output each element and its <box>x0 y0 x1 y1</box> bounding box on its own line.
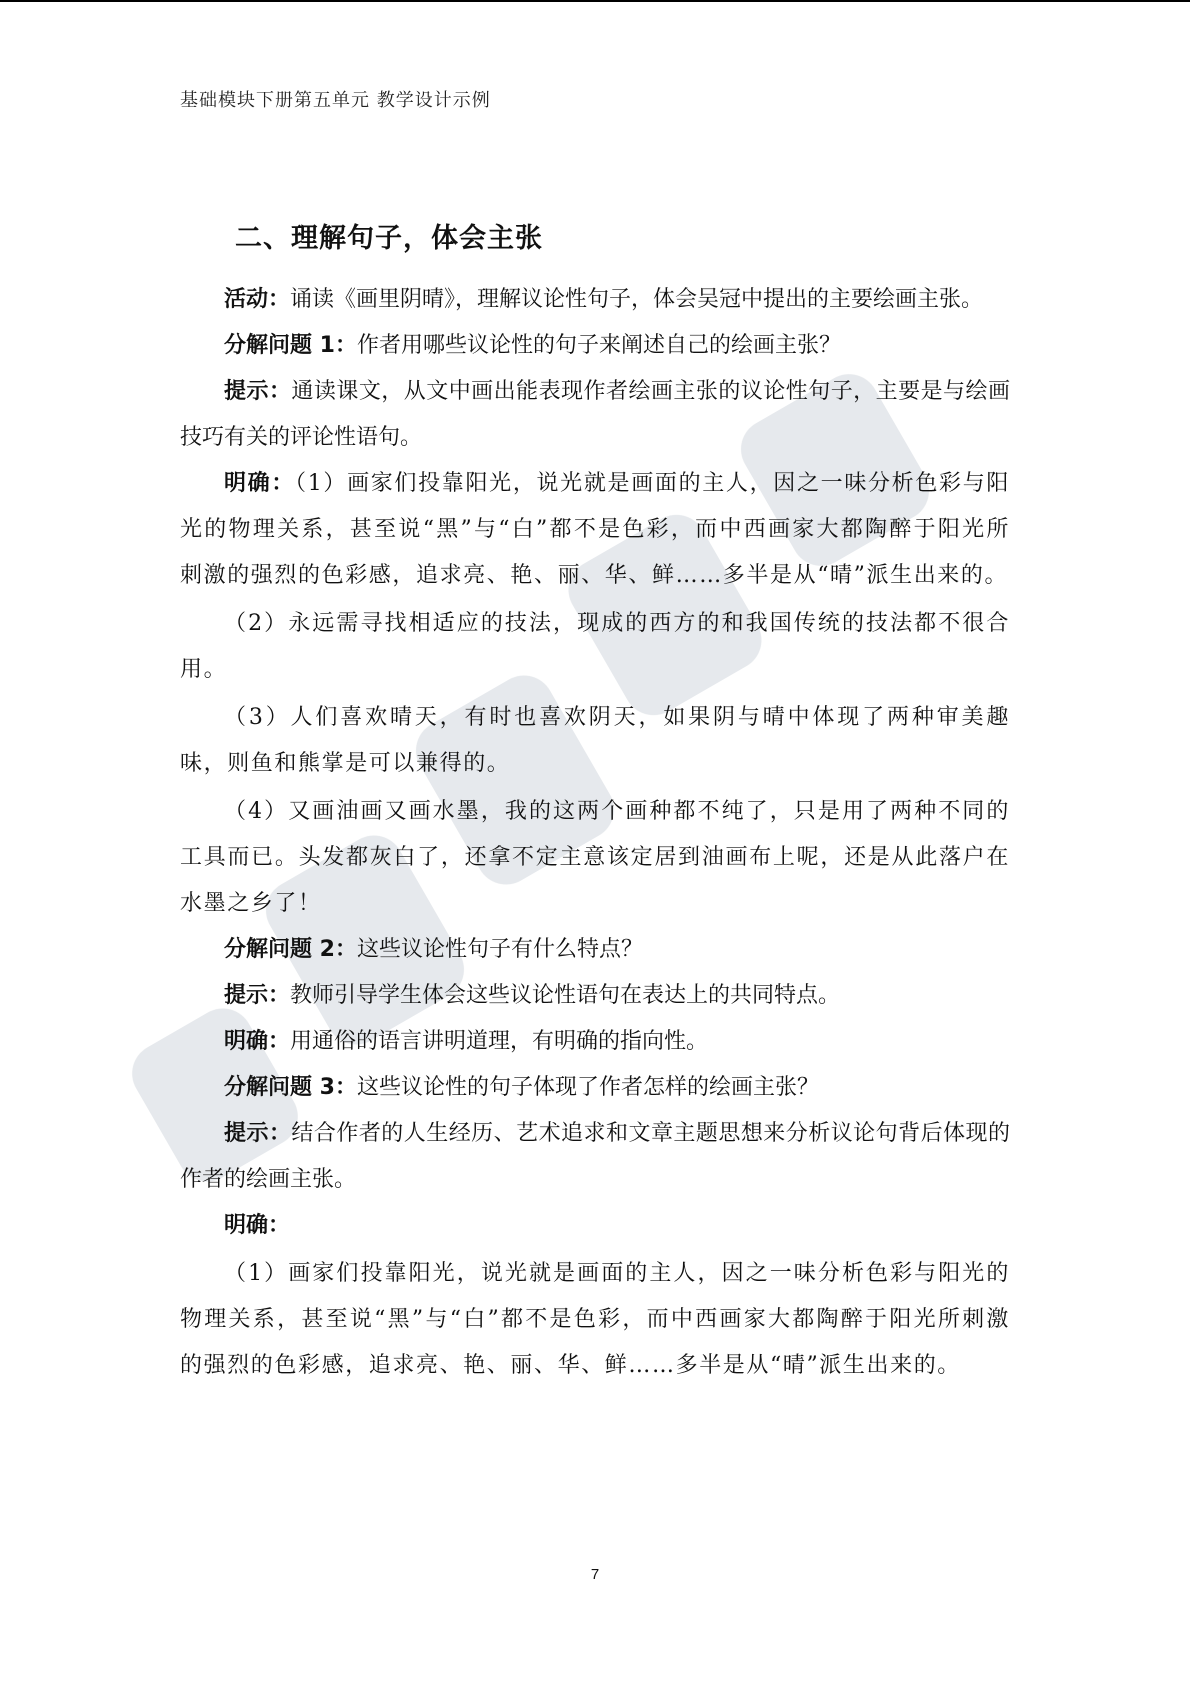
q1-hint-text: 通读课文，从文中画出能表现作者绘画主张的议论性句子，主要是与绘画技巧有关的评论性语句。 <box>180 379 1010 450</box>
q2-question <box>180 927 1010 973</box>
section-title: 二、理解句子，体会主张 <box>235 223 543 254</box>
q3-answer-item: （1）画家们投靠阳光，说光就是画面的主人，因之一味分析色彩与阳光的物理关系，甚至说“黑”与“白”都不是色彩，而中西画家大都陶醉于阳光所刺激的强烈的色彩感，追求亮、艳、丽、华、鲜……多半是从“晴”派生出来的。 <box>180 1261 1010 1378</box>
q2-answer <box>180 1019 1010 1065</box>
q1-answer-label: 明确： <box>224 471 296 496</box>
q3-text: 这些议论性的句子体现了作者怎样的绘画主张？ <box>356 1075 819 1100</box>
q2-answer-label: 明确： <box>224 1029 291 1054</box>
q1-label: 分解问题 1： <box>224 333 357 358</box>
q1-hint-label: 提示： <box>224 379 292 404</box>
activity-paragraph <box>180 277 1010 323</box>
q2-hint <box>180 973 1010 1019</box>
q1-question <box>180 323 1010 369</box>
q3-answer <box>180 1203 1010 1249</box>
q2-hint-label: 提示： <box>224 983 291 1008</box>
q1-answer-item: （2）永远需寻找相适应的技法，现成的西方的和我国传统的技法都不很合用。 <box>180 611 1010 682</box>
running-header: 基础模块下册第五单元 教学设计示例 <box>180 90 491 111</box>
q2-hint-text: 教师引导学生体会这些议论性语句在表达上的共同特点。 <box>290 983 841 1008</box>
document-body <box>180 216 1010 1389</box>
q1-answer-item <box>180 461 1010 599</box>
q2-label: 分解问题 2： <box>224 937 357 962</box>
activity-label: 活动： <box>224 287 291 312</box>
q2-text: 这些议论性句子有什么特点？ <box>356 937 643 962</box>
q1-answer-text: （1）画家们投靠阳光，说光就是画面的主人，因之一味分析色彩与阳光的物理关系，甚至说“黑”与“白”都不是色彩，而中西画家大都陶醉于阳光所刺激的强烈的色彩感，追求亮、艳、丽、华、鲜……多半是从“晴”派生出来的。 <box>180 471 1010 588</box>
q1-answer-item: （3）人们喜欢晴天，有时也喜欢阴天，如果阴与晴中体现了两种审美趣味，则鱼和熊掌是可以兼得的。 <box>180 705 1010 776</box>
page-number: 7 <box>590 1566 600 1583</box>
q3-hint-label: 提示： <box>224 1121 292 1146</box>
q3-hint <box>180 1111 1010 1203</box>
q2-answer-text: 用通俗的语言讲明道理，有明确的指向性。 <box>290 1029 709 1054</box>
q1-text: 作者用哪些议论性的句子来阐述自己的绘画主张？ <box>356 333 841 358</box>
q3-hint-text: 结合作者的人生经历、艺术追求和文章主题思想来分析议论句背后体现的作者的绘画主张。 <box>180 1121 1010 1192</box>
q3-answer-label: 明确： <box>224 1213 291 1238</box>
activity-text: 诵读《画里阴晴》，理解议论性句子，体会吴冠中提出的主要绘画主张。 <box>290 287 984 312</box>
q3-label: 分解问题 3： <box>224 1075 357 1100</box>
q1-answer-item: （4）又画油画又画水墨，我的这两个画种都不纯了，只是用了两种不同的工具而已。头发都灰白了，还拿不定主意该定居到油画布上呢，还是从此落户在水墨之乡了！ <box>180 799 1010 916</box>
q3-question <box>180 1065 1010 1111</box>
q1-hint <box>180 369 1010 461</box>
top-rule <box>0 0 1190 2</box>
